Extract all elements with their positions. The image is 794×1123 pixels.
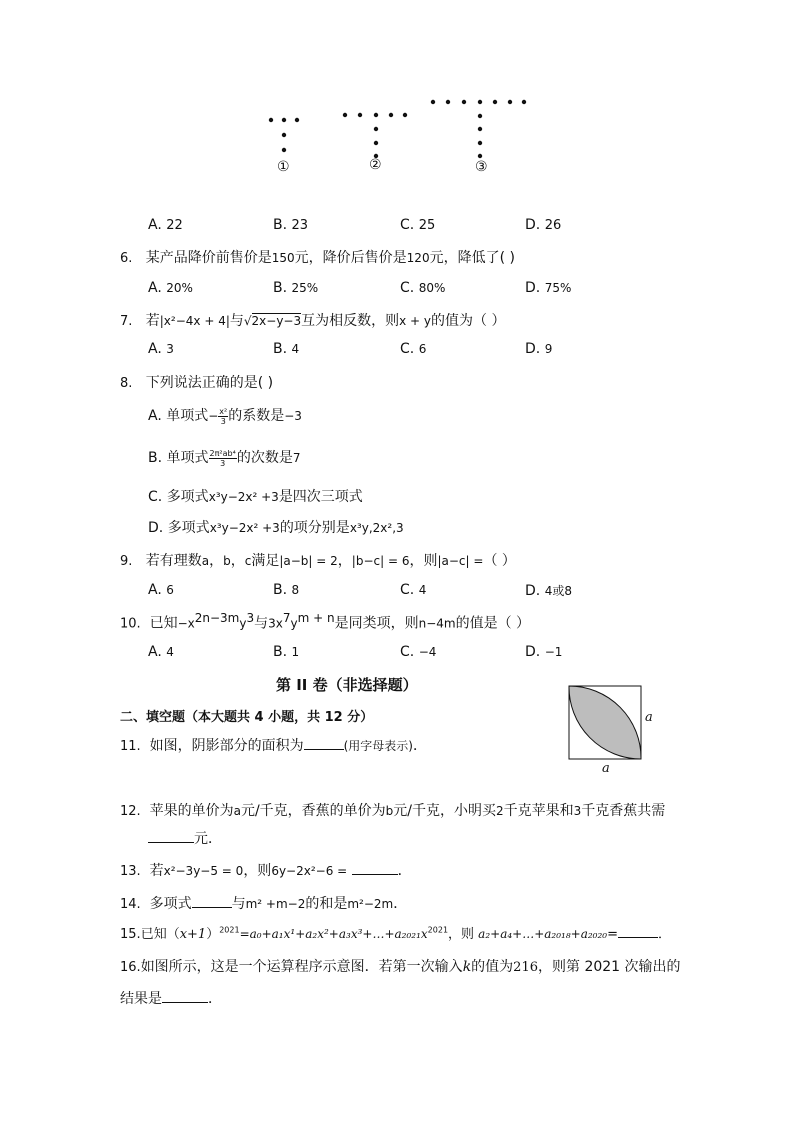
q8-b-fraction: $\frac{\text{2π²ab⁴}}{3}$: [209, 448, 236, 468]
q10-option-b: B. 1: [273, 644, 300, 660]
question-12-line-2: 元．: [148, 828, 222, 848]
question-16-line-2: 结果是 ．: [120, 988, 222, 1008]
q8-a-fraction: $\frac{\text{x²}}{3}$: [219, 406, 228, 426]
q10-option-a: A. 4: [148, 644, 174, 660]
q5-option-a: A. 22: [148, 217, 183, 233]
q11-answer-blank[interactable]: [304, 735, 344, 750]
question-13: 13. 若x²−3y−5 = 0，则6y−2x²−6 = ．: [120, 860, 412, 880]
question-15: 15.已知$(x+1)^{2021}=a_0+a_1x^1+a_2x^2+a_3x^3+\dots+a_{2021}x^{2021}$，则 a₂+a₄+…+a₂₀₁₈+a₂₀₂₀= ．: [120, 923, 671, 942]
q7-option-d: D. 9: [525, 341, 553, 357]
q10-option-c: C. −4: [400, 644, 437, 660]
q5-option-d: D. 26: [525, 217, 562, 233]
part-2-title: 第 II 卷（非选择题）: [276, 676, 418, 694]
q9-option-c: C. 4: [400, 582, 427, 598]
q14-answer-blank[interactable]: [192, 893, 232, 908]
q15-answer-blank[interactable]: [618, 923, 658, 938]
q8-option-c: C. 多项式x³y−2x² +3是四次三项式: [148, 489, 363, 505]
q16-answer-blank[interactable]: [162, 988, 208, 1003]
q8-option-b: B. 单项式 $\frac{\text{2π²ab⁴}}{3}$ 的次数是7: [148, 448, 301, 468]
pattern-1: [269, 118, 299, 152]
q7-option-c: C. 6: [400, 341, 427, 357]
question-7: 7. 若|x²−4x + 4|与√2x−y−3互为相反数，则x + y的值为（ ）: [120, 313, 506, 329]
figure-label-2: ②: [369, 157, 382, 173]
shaded-leaf-figure: [560, 680, 660, 780]
q5-option-c: C. 25: [400, 217, 436, 233]
section-2-heading: 二、填空题（本大题共 4 小题，共 12 分）: [120, 710, 374, 725]
pattern-2: [343, 113, 407, 158]
q6-option-d: D. 75%: [525, 280, 572, 296]
question-16: 16.如图所示，这是一个运算程序示意图．若第一次输入k的值为216，则第 2021 次输出的: [120, 959, 681, 975]
q6-option-b: B. 25%: [273, 280, 319, 296]
q13-answer-blank[interactable]: [352, 860, 398, 875]
question-14: 14. 多项式 与m² +m−2的和是m²−2m．: [120, 893, 407, 913]
question-8: 8. 下列说法正确的是( ): [120, 375, 274, 391]
q9-option-b: B. 8: [273, 582, 300, 598]
q9-option-d: D. 4或8: [525, 583, 572, 599]
q7-option-b: B. 4: [273, 341, 300, 357]
figure-label-a-bottom: a: [602, 761, 610, 776]
question-9: 9. 若有理数a，b，c满足|a−b| = 2，|b−c| = 6，则|a−c| =（ ）: [120, 553, 516, 569]
q8-option-d: D. 多项式x³y−2x² +3的项分别是x³y,2x²,3: [148, 520, 404, 536]
q5-option-b: B. 23: [273, 217, 309, 233]
question-11: 11. 如图，阴影部分的面积为 (用字母表示)．: [120, 735, 427, 755]
figure-label-1: ①: [277, 159, 290, 175]
q10-option-d: D. −1: [525, 644, 563, 660]
q6-option-c: C. 80%: [400, 280, 446, 296]
figure-label-a-right: a: [645, 710, 653, 725]
question-10: 10. 已知$-x^{2n-3m}y^3$与$3x^7y^{m + n}$是同类项，则n−4m的值是（ ）: [120, 611, 531, 632]
figure-label-3: ③: [475, 159, 488, 175]
q6-option-a: A. 20%: [148, 280, 193, 296]
pattern-3: [431, 100, 526, 158]
dot-pattern-figure: [0, 0, 794, 180]
q8-option-a: A. 单项式− $\frac{\text{x²}}{3}$ 的系数是−3: [148, 406, 302, 426]
q7-option-a: A. 3: [148, 341, 174, 357]
q9-option-a: A. 6: [148, 582, 174, 598]
question-12: 12. 苹果的单价为a元/千克，香蕉的单价为b元/千克，小明买2千克苹果和3千克香蕉共需: [120, 803, 666, 819]
question-6: 6. 某产品降价前售价是150元，降价后售价是120元，降低了( ): [120, 250, 515, 266]
q12-answer-blank[interactable]: [148, 828, 194, 843]
